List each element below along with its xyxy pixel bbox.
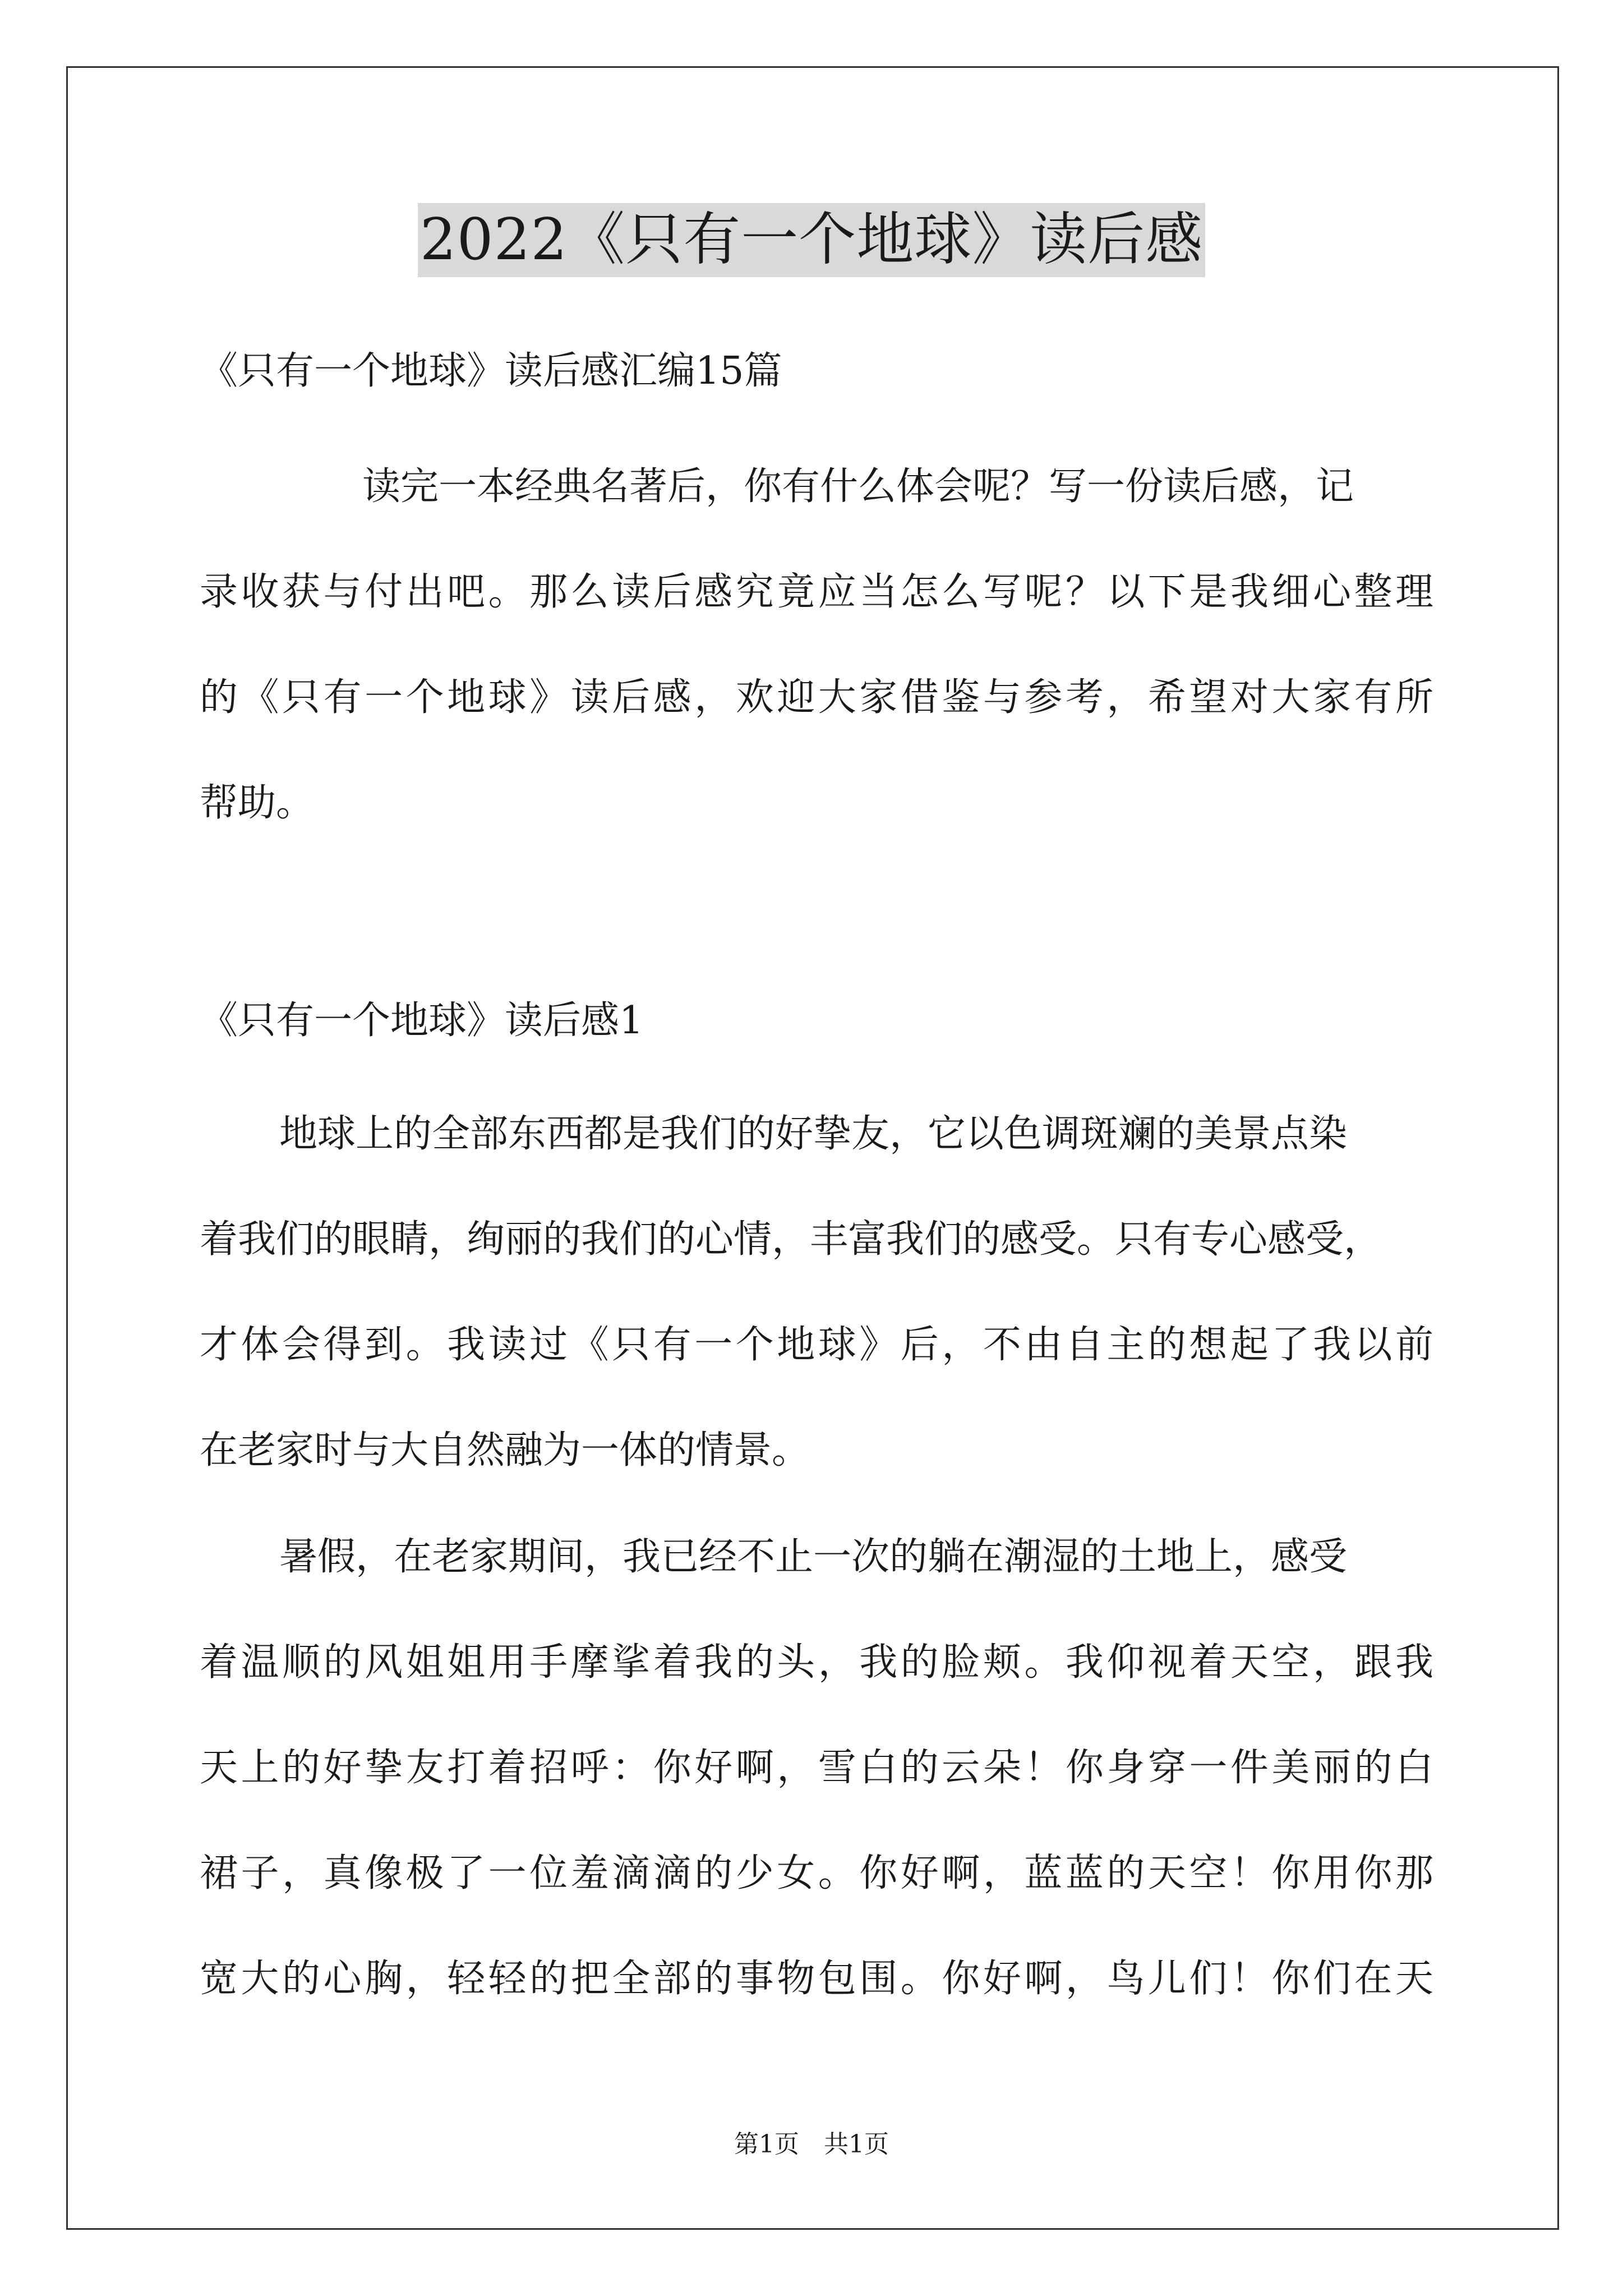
paragraph1-line-1: 地球上的全部东西都是我们的好挚友，它以色调斑斓的美景点染 [279,1112,1348,1156]
paragraph1-line-4: 在老家时与大自然融为一体的情景。 [200,1428,810,1473]
title-container [0,203,1623,277]
document-subtitle: 《只有一个地球》读后感汇编15篇 [200,349,782,393]
intro-line-3: 的《只有一个地球》读后感，欢迎大家借鉴与参考，希望对大家有所 [200,675,1433,720]
paragraph2-line-2: 着温顺的风姐姐用手摩挲着我的头，我的脸颊。我仰视着天空，跟我 [200,1640,1433,1685]
paragraph1-line-3: 才体会得到。我读过《只有一个地球》后，不由自主的想起了我以前 [200,1323,1433,1367]
section-heading: 《只有一个地球》读后感1 [200,999,644,1043]
paragraph2-line-1: 暑假，在老家期间，我已经不止一次的躺在潮湿的土地上，感受 [279,1535,1348,1579]
intro-line-4: 帮助。 [200,781,315,825]
document-title: 2022《只有一个地球》读后感 [418,203,1206,277]
paragraph1-line-2: 着我们的眼睛，绚丽的我们的心情，丰富我们的感受。只有专心感受， [200,1217,1382,1262]
paragraph2-line-4: 裙子，真像极了一位羞滴滴的少女。你好啊，蓝蓝的天空！你用你那 [200,1851,1433,1895]
intro-line-2: 录收获与付出吧。那么读后感究竟应当怎么写呢？以下是我细心整理 [200,570,1433,614]
paragraph2-line-3: 天上的好挚友打着招呼：你好啊，雪白的云朵！你身穿一件美丽的白 [200,1746,1433,1790]
intro-line-1: 读完一本经典名著后，你有什么体会呢？写一份读后感，记 [362,464,1354,509]
paragraph2-line-5: 宽大的心胸，轻轻的把全部的事物包围。你好啊，鸟儿们！你们在天 [200,1957,1433,2001]
page-footer: 第1页 共1页 [734,2130,889,2159]
